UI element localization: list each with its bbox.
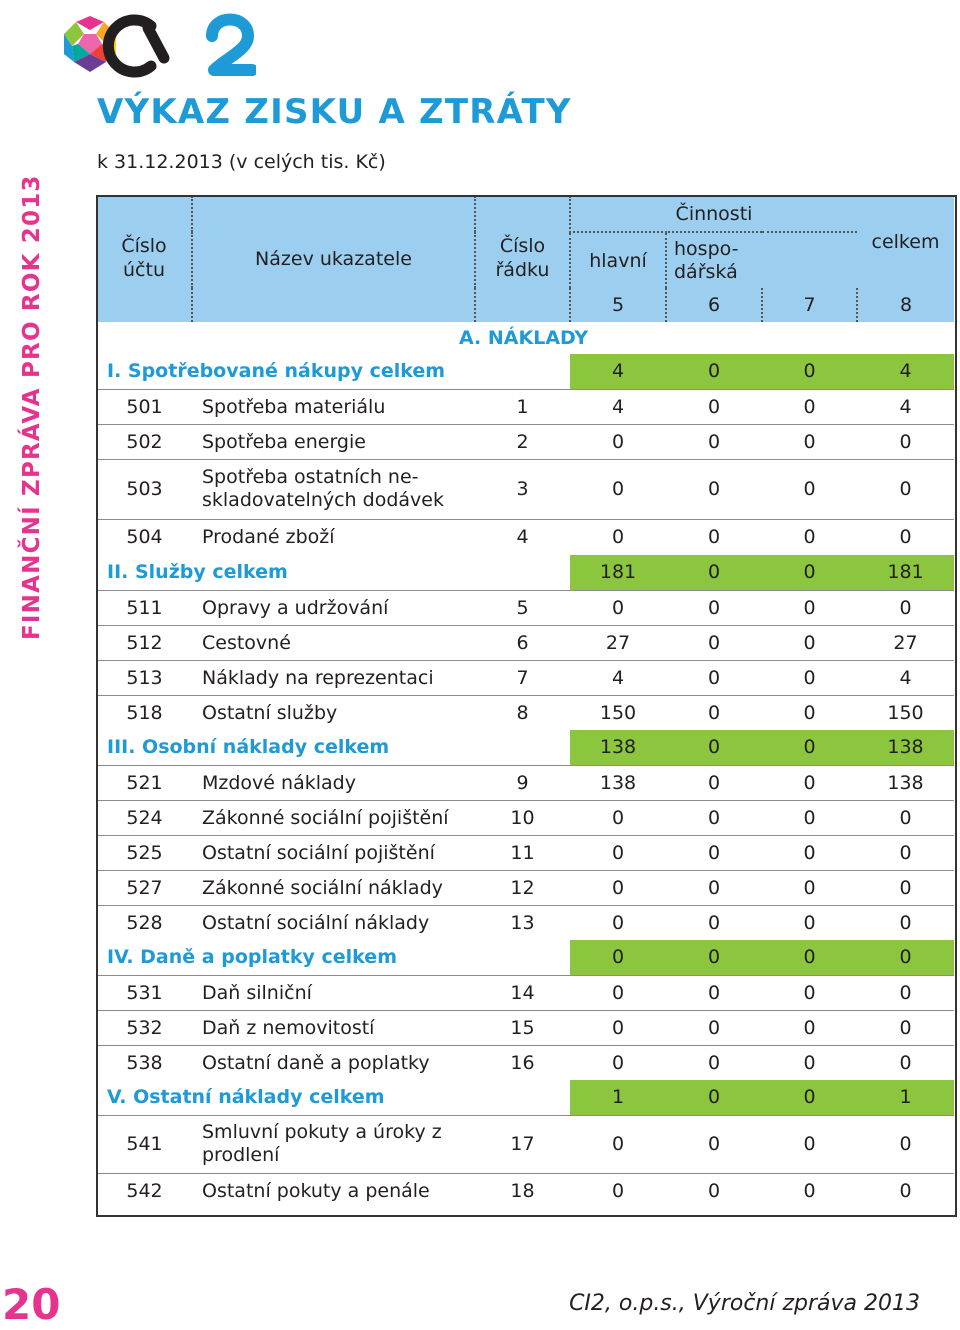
table-row: [97, 870, 954, 905]
account-number: 521: [97, 765, 192, 800]
line-number: 17: [475, 1115, 570, 1173]
value-economic: 0: [666, 424, 762, 459]
value-main: 0: [570, 424, 666, 459]
line-number: 8: [475, 695, 570, 730]
item-name: Zákonné sociální náklady: [192, 870, 475, 905]
line-number: 14: [475, 975, 570, 1010]
line-number: 5: [475, 590, 570, 625]
group-label: V. Ostatní náklady celkem: [107, 1086, 385, 1109]
value-7: 0: [762, 660, 857, 695]
item-name: Ostatní sociální pojištění: [192, 835, 475, 870]
value-economic: 0: [666, 765, 762, 800]
value-economic: 0: [666, 1010, 762, 1045]
value-main: 0: [570, 590, 666, 625]
account-number: 504: [97, 519, 192, 555]
table-row: [97, 1173, 954, 1209]
value-economic: 0: [666, 625, 762, 660]
group-row: [97, 1080, 954, 1115]
side-title: FINANČNÍ ZPRÁVA PRO ROK 2013: [19, 174, 45, 640]
line-number: 16: [475, 1045, 570, 1080]
group-value: 0: [666, 354, 762, 389]
value-7: 0: [762, 1045, 857, 1080]
header-economic: hospo- dářská: [666, 232, 857, 288]
table-row: [97, 765, 954, 800]
line-number: 6: [475, 625, 570, 660]
section-title-row: [97, 322, 954, 354]
header-row: [97, 196, 954, 232]
group-value: 0: [666, 940, 762, 975]
value-total: 0: [857, 1045, 954, 1080]
table-row: [97, 1010, 954, 1045]
item-name: Daň z nemovitostí: [192, 1010, 475, 1045]
value-main: 4: [570, 389, 666, 424]
header-account: Číslo účtu: [97, 196, 192, 322]
footer-text: CI2, o.p.s., Výroční zpráva 2013: [569, 1291, 920, 1316]
value-total: 0: [857, 1173, 954, 1209]
value-7: 0: [762, 835, 857, 870]
section-title: A. NÁKLADY: [459, 327, 589, 349]
line-number: 7: [475, 660, 570, 695]
value-7: 0: [762, 800, 857, 835]
group-row: [97, 354, 954, 389]
line-number: 15: [475, 1010, 570, 1045]
table-row: [97, 905, 954, 940]
account-number: 528: [97, 905, 192, 940]
value-total: 0: [857, 1010, 954, 1045]
value-main: 0: [570, 870, 666, 905]
value-total: 0: [857, 905, 954, 940]
account-number: 532: [97, 1010, 192, 1045]
item-name: Náklady na reprezentaci: [192, 660, 475, 695]
value-7: 0: [762, 905, 857, 940]
group-label: I. Spotřebované nákupy celkem: [107, 360, 446, 383]
table-row: [97, 1045, 954, 1080]
item-name: Daň silniční: [192, 975, 475, 1010]
account-number: 502: [97, 424, 192, 459]
item-name: Mzdové náklady: [192, 765, 475, 800]
value-7: 0: [762, 519, 857, 555]
value-main: 0: [570, 905, 666, 940]
account-number: 531: [97, 975, 192, 1010]
table-row: [97, 590, 954, 625]
account-number: 513: [97, 660, 192, 695]
line-number: 13: [475, 905, 570, 940]
value-total: 0: [857, 1115, 954, 1173]
item-name: Opravy a udržování: [192, 590, 475, 625]
value-total: 0: [857, 975, 954, 1010]
group-value: 0: [762, 555, 857, 590]
value-economic: 0: [666, 800, 762, 835]
value-7: 0: [762, 590, 857, 625]
table-row: [97, 424, 954, 459]
table-row: [97, 625, 954, 660]
table-row: [97, 800, 954, 835]
line-number: 4: [475, 519, 570, 555]
group-value: 0: [666, 555, 762, 590]
item-name: Ostatní sociální náklady: [192, 905, 475, 940]
value-7: 0: [762, 424, 857, 459]
value-main: 138: [570, 765, 666, 800]
group-row: [97, 940, 954, 975]
header-name: Název ukazatele: [192, 196, 475, 322]
value-economic: 0: [666, 459, 762, 519]
value-main: 0: [570, 1010, 666, 1045]
table-row: [97, 389, 954, 424]
value-economic: 0: [666, 519, 762, 555]
group-value: 0: [762, 354, 857, 389]
item-name: Prodané zboží: [192, 519, 475, 555]
table-row: [97, 835, 954, 870]
group-label: II. Služby celkem: [107, 561, 288, 584]
item-name: Ostatní daně a poplatky: [192, 1045, 475, 1080]
col-number: 5: [570, 288, 666, 322]
value-main: 0: [570, 459, 666, 519]
value-economic: 0: [666, 975, 762, 1010]
value-main: 0: [570, 519, 666, 555]
value-7: 0: [762, 459, 857, 519]
value-economic: 0: [666, 835, 762, 870]
value-total: 4: [857, 389, 954, 424]
value-total: 0: [857, 870, 954, 905]
value-economic: 0: [666, 1045, 762, 1080]
table-row: [97, 660, 954, 695]
group-value: 1: [857, 1080, 954, 1115]
value-total: 138: [857, 765, 954, 800]
group-value: 138: [857, 730, 954, 765]
group-value: 0: [857, 940, 954, 975]
value-main: 0: [570, 975, 666, 1010]
header-activities: Činnosti: [570, 196, 857, 232]
item-name: Spotřeba materiálu: [192, 389, 475, 424]
value-total: 0: [857, 424, 954, 459]
value-7: 0: [762, 1115, 857, 1173]
group-value: 138: [570, 730, 666, 765]
group-label: IV. Daně a poplatky celkem: [107, 946, 397, 969]
value-economic: 0: [666, 1115, 762, 1173]
table-row: [97, 459, 954, 519]
value-7: 0: [762, 1010, 857, 1045]
group-value: 1: [570, 1080, 666, 1115]
value-7: 0: [762, 765, 857, 800]
value-total: 4: [857, 660, 954, 695]
table-row: [97, 975, 954, 1010]
value-main: 0: [570, 1173, 666, 1209]
page-subtitle: k 31.12.2013 (v celých tis. Kč): [97, 151, 386, 173]
group-value: 181: [570, 555, 666, 590]
value-total: 0: [857, 459, 954, 519]
col-number: 8: [857, 288, 954, 322]
value-7: 0: [762, 975, 857, 1010]
group-value: 181: [857, 555, 954, 590]
item-name: Ostatní služby: [192, 695, 475, 730]
table-row: [97, 1115, 954, 1173]
value-total: 0: [857, 519, 954, 555]
line-number: 10: [475, 800, 570, 835]
col-number: 7: [762, 288, 857, 322]
page-title: VÝKAZ ZISKU A ZTRÁTY: [97, 92, 572, 132]
value-total: 27: [857, 625, 954, 660]
line-number: 2: [475, 424, 570, 459]
value-7: 0: [762, 695, 857, 730]
line-number: 18: [475, 1173, 570, 1209]
value-total: 0: [857, 835, 954, 870]
group-value: 4: [570, 354, 666, 389]
group-value: 0: [762, 730, 857, 765]
account-number: 527: [97, 870, 192, 905]
account-number: 518: [97, 695, 192, 730]
account-number: 524: [97, 800, 192, 835]
value-main: 4: [570, 660, 666, 695]
header-row-number: Číslo řádku: [475, 196, 570, 322]
value-total: 0: [857, 590, 954, 625]
table-row: [97, 519, 954, 555]
value-total: 0: [857, 800, 954, 835]
value-economic: 0: [666, 905, 762, 940]
profit-loss-table: [97, 196, 954, 1209]
item-name: Ostatní pokuty a penále: [192, 1173, 475, 1209]
value-economic: 0: [666, 389, 762, 424]
ci2-logo: [56, 4, 256, 82]
value-7: 0: [762, 870, 857, 905]
value-main: 150: [570, 695, 666, 730]
line-number: 9: [475, 765, 570, 800]
value-main: 0: [570, 835, 666, 870]
line-number: 3: [475, 459, 570, 519]
value-main: 27: [570, 625, 666, 660]
group-value: 4: [857, 354, 954, 389]
value-7: 0: [762, 1173, 857, 1209]
line-number: 12: [475, 870, 570, 905]
value-7: 0: [762, 625, 857, 660]
value-main: 0: [570, 1045, 666, 1080]
line-number: 11: [475, 835, 570, 870]
value-economic: 0: [666, 695, 762, 730]
account-number: 501: [97, 389, 192, 424]
header-total: celkem: [857, 196, 954, 288]
header-main: hlavní: [570, 232, 666, 288]
value-economic: 0: [666, 1173, 762, 1209]
account-number: 538: [97, 1045, 192, 1080]
value-7: 0: [762, 389, 857, 424]
group-value: 0: [762, 1080, 857, 1115]
value-economic: 0: [666, 590, 762, 625]
group-row: [97, 555, 954, 590]
value-main: 0: [570, 1115, 666, 1173]
account-number: 512: [97, 625, 192, 660]
item-name: Smluvní pokuty a úroky z prodlení: [192, 1115, 475, 1173]
value-economic: 0: [666, 660, 762, 695]
group-label: III. Osobní náklady celkem: [107, 736, 390, 759]
value-main: 0: [570, 800, 666, 835]
value-total: 150: [857, 695, 954, 730]
account-number: 511: [97, 590, 192, 625]
group-value: 0: [666, 730, 762, 765]
group-value: 0: [762, 940, 857, 975]
group-value: 0: [570, 940, 666, 975]
item-name: Zákonné sociální pojištění: [192, 800, 475, 835]
value-economic: 0: [666, 870, 762, 905]
account-number: 542: [97, 1173, 192, 1209]
account-number: 525: [97, 835, 192, 870]
group-value: 0: [666, 1080, 762, 1115]
item-name: Spotřeba ostatních ne- skladovatelných dodávek: [192, 459, 475, 519]
item-name: Spotřeba energie: [192, 424, 475, 459]
line-number: 1: [475, 389, 570, 424]
group-row: [97, 730, 954, 765]
account-number: 503: [97, 459, 192, 519]
account-number: 541: [97, 1115, 192, 1173]
col-number: 6: [666, 288, 762, 322]
item-name: Cestovné: [192, 625, 475, 660]
table-row: [97, 695, 954, 730]
page-number: 20: [2, 1280, 61, 1329]
